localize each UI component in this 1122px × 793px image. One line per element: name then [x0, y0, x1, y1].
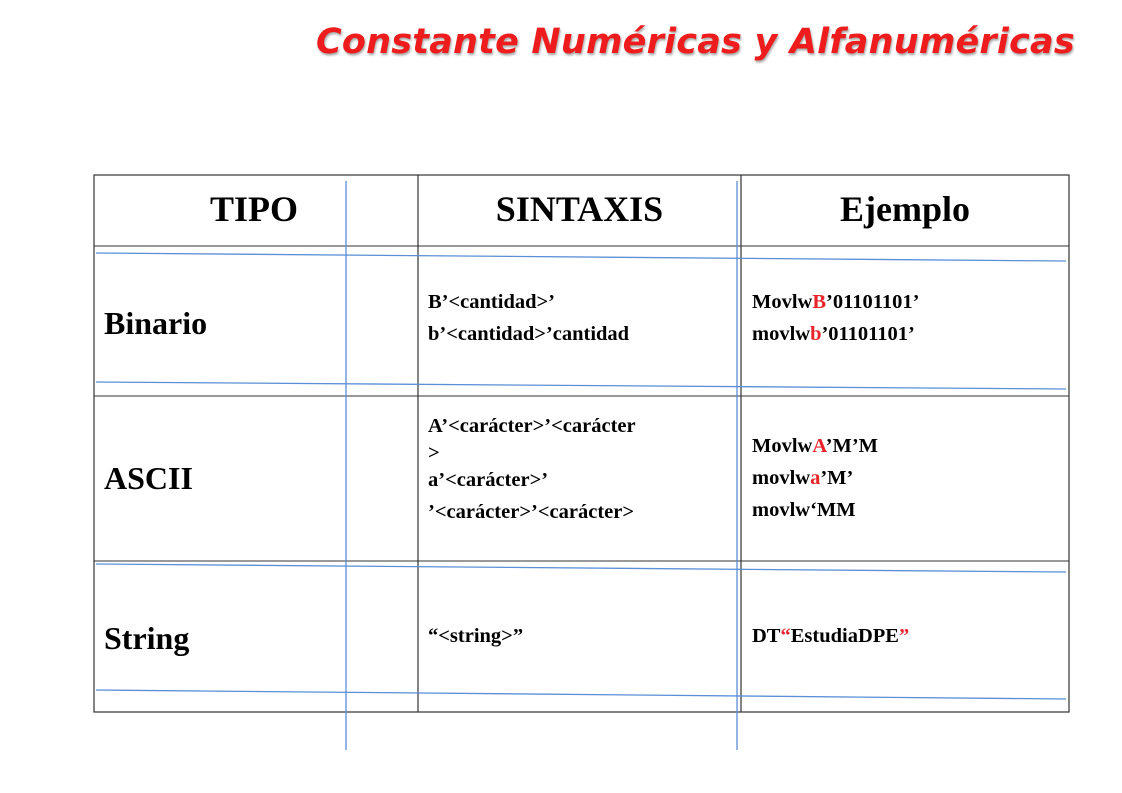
ejemplo-line: movlw‘MM	[752, 499, 856, 521]
sintaxis-line: “<string>”	[428, 625, 524, 647]
header-ejemplo: Ejemplo	[840, 189, 970, 229]
sintaxis-line: a’<carácter>’	[428, 469, 549, 491]
row-label-string: String	[104, 620, 190, 656]
sintaxis-line: ’<carácter>’<carácter>	[428, 501, 635, 523]
sintaxis-line: B’<cantidad>’	[428, 291, 556, 313]
ejemplo-line: MovlwA’M’M	[752, 435, 879, 457]
sintaxis-line: >	[428, 442, 440, 464]
sintaxis-string	[428, 620, 523, 652]
sintaxis-binario	[428, 286, 629, 350]
row-label-binario: Binario	[104, 305, 208, 341]
ejemplo-line: MovlwB’01101101’	[752, 291, 920, 313]
sintaxis-line: b’<cantidad>’cantidad	[428, 323, 630, 345]
ejemplo-line: movlwb’01101101’	[752, 323, 915, 345]
header-tipo: TIPO	[209, 189, 298, 229]
sintaxis-line: A’<carácter>’<carácter	[428, 415, 636, 437]
ejemplo-line: DT“EstudiaDPE”	[752, 625, 910, 647]
ejemplo-line: movlwa’M’	[752, 467, 854, 489]
page-title: Constante Numéricas y Alfanuméricas	[316, 22, 1075, 62]
header-sintaxis: SINTAXIS	[495, 189, 664, 229]
sintaxis-ascii	[428, 410, 636, 528]
row-label-ascii: ASCII	[104, 460, 193, 496]
ejemplo-string	[752, 620, 909, 652]
ejemplo-ascii	[752, 430, 878, 526]
ejemplo-binario	[752, 286, 919, 350]
